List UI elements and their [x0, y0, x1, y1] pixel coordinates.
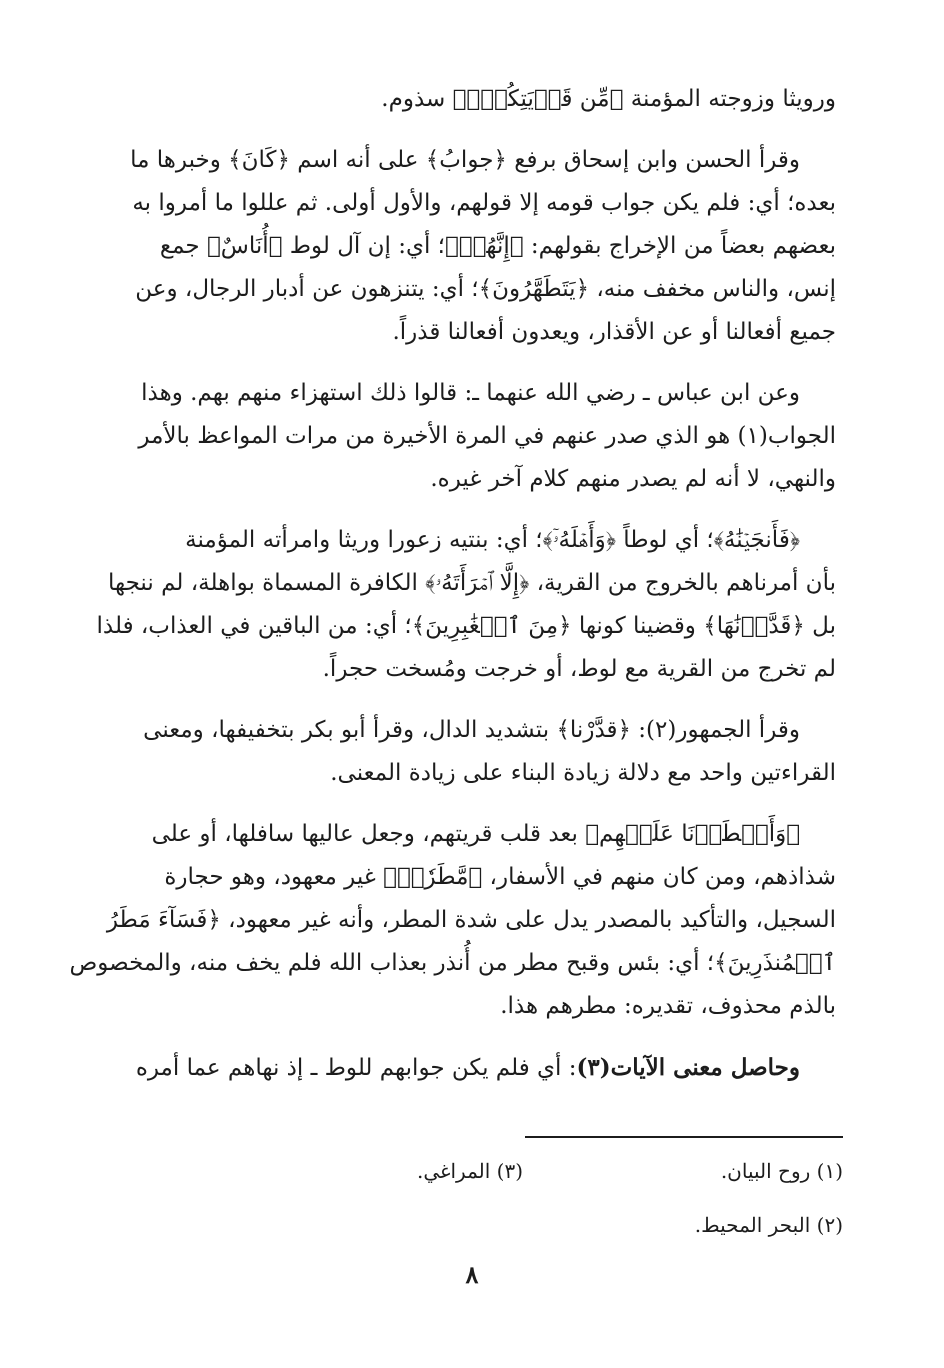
text-line: [70, 1046, 800, 1090]
text-line: بالذم محذوف، تقديره: مطرهم هذا.: [500, 993, 836, 1019]
paragraph-4: [70, 519, 836, 691]
footnote-1: (١) روح البيان.: [720, 1159, 843, 1183]
footnote-row: [143, 1198, 843, 1252]
footnote-2: (٢) البحر المحيط.: [694, 1213, 843, 1237]
text-line: والنهي، لا أنه لم يصدر منهم كلام آخر غيره.: [430, 466, 836, 492]
text-line: وقرأ الجمهور(٢): ﴿قدَّرْنا﴾ بتشديد الدال، وقرأ أبو بكر بتخفيفها، ومعنى: [143, 717, 800, 743]
paragraph-3: [70, 372, 836, 501]
text-line: بأن أمرناهم بالخروج من القرية، ﴿إِلَّا ٱمۡرَأَتَهُۥ﴾ الكافرة المسماة بواهلة، لم ننجها: [107, 570, 836, 596]
text-line: جميع أفعالنا أو عن الأقذار، ويعدون أفعالنا قذراً.: [392, 319, 836, 345]
paragraph-7: [70, 1046, 836, 1090]
text-line: ﴿وَأَمۡطَرۡنَا عَلَيۡهِم﴾ بعد قلب قريتهم، وجعل عاليها سافلها، أو على: [151, 821, 800, 847]
text-line: الجواب(١) هو الذي صدر عنهم في المرة الأخيرة من مرات المواعظ بالأمر: [138, 423, 836, 449]
text-line: شذاذهم، ومن كان منهم في الأسفار، ﴿مَّطَرٗاۖ﴾ غير معهود، وهو حجارة: [164, 864, 836, 890]
text-line: بعده؛ أي: فلم يكن جواب قومه إلا قولهم، والأول أولى. ثم عللوا ما أمروا به: [132, 190, 836, 216]
text-line: بل ﴿قَدَّرۡنَٰهَا﴾ وقضينا كونها ﴿مِنَ ٱلۡغَٰبِرِينَ﴾؛ أي: من الباقين في العذاب، فلذا: [96, 613, 836, 639]
bold-lead: وحاصل معنى الآيات(٣): [576, 1054, 800, 1081]
text-line: لم تخرج من القرية مع لوط، أو خرجت ومُسخت حجراً.: [322, 656, 836, 682]
page-number: ٨: [465, 1260, 479, 1289]
text-line: ٱلۡمُنذَرِينَ﴾؛ أي: بئس وقبح مطر من أُنذر بعذاب الله فلم يخف منه، والمخصوص: [69, 950, 836, 976]
paragraph-5: [70, 709, 836, 795]
text-line: ورويثا وزوجته المؤمنة ﴿مِّن قَرۡيَتِكُمۡۖ﴾ سذوم.: [381, 86, 836, 112]
text-line: السجيل، والتأكيد بالمصدر يدل على شدة المطر، وأنه غير معهود، ﴿فَسَآءَ مَطَرُ: [106, 907, 836, 933]
text-run: : أي فلم يكن جوابهم للوط ـ إذ نهاهم عما أمره: [135, 1055, 577, 1081]
paragraph-6: [70, 813, 836, 1028]
paragraph-1: [70, 78, 836, 121]
text-line: وقرأ الحسن وابن إسحاق برفع ﴿جوابُ﴾ على أنه اسم ﴿كَانَ﴾ وخبرها ما: [130, 147, 800, 173]
paragraph-2: [70, 139, 836, 354]
footnote-row: [143, 1144, 843, 1198]
text-line: بعضهم بعضاً من الإخراج بقولهم: ﴿إِنَّهُمۡ﴾؛ أي: إن آل لوط ﴿أُنَاسٌ﴾ جمع: [159, 233, 836, 259]
text-line: ﴿فَأَنجَيۡنَٰهُ﴾؛ أي لوطاً ﴿وَأَهۡلَهُۥٓ﴾؛ أي: بنتيه زعورا وريثا وامرأته المؤمنة: [185, 527, 800, 553]
footnote-divider: [525, 1136, 843, 1138]
text-line: إنس، والناس مخفف منه، ﴿يَتَطَهَّرُونَ﴾؛ أي: يتنزهون عن أدبار الرجال، وعن: [135, 276, 836, 302]
text-line: القراءتين واحد مع دلالة زيادة البناء على زيادة المعنى.: [330, 760, 836, 786]
footnote-3: (٣) المراغي.: [416, 1159, 523, 1183]
footnotes: [143, 1144, 843, 1252]
text-line: وعن ابن عباس ـ رضي الله عنهما ـ: قالوا ذلك استهزاء منهم بهم. وهذا: [141, 380, 800, 406]
